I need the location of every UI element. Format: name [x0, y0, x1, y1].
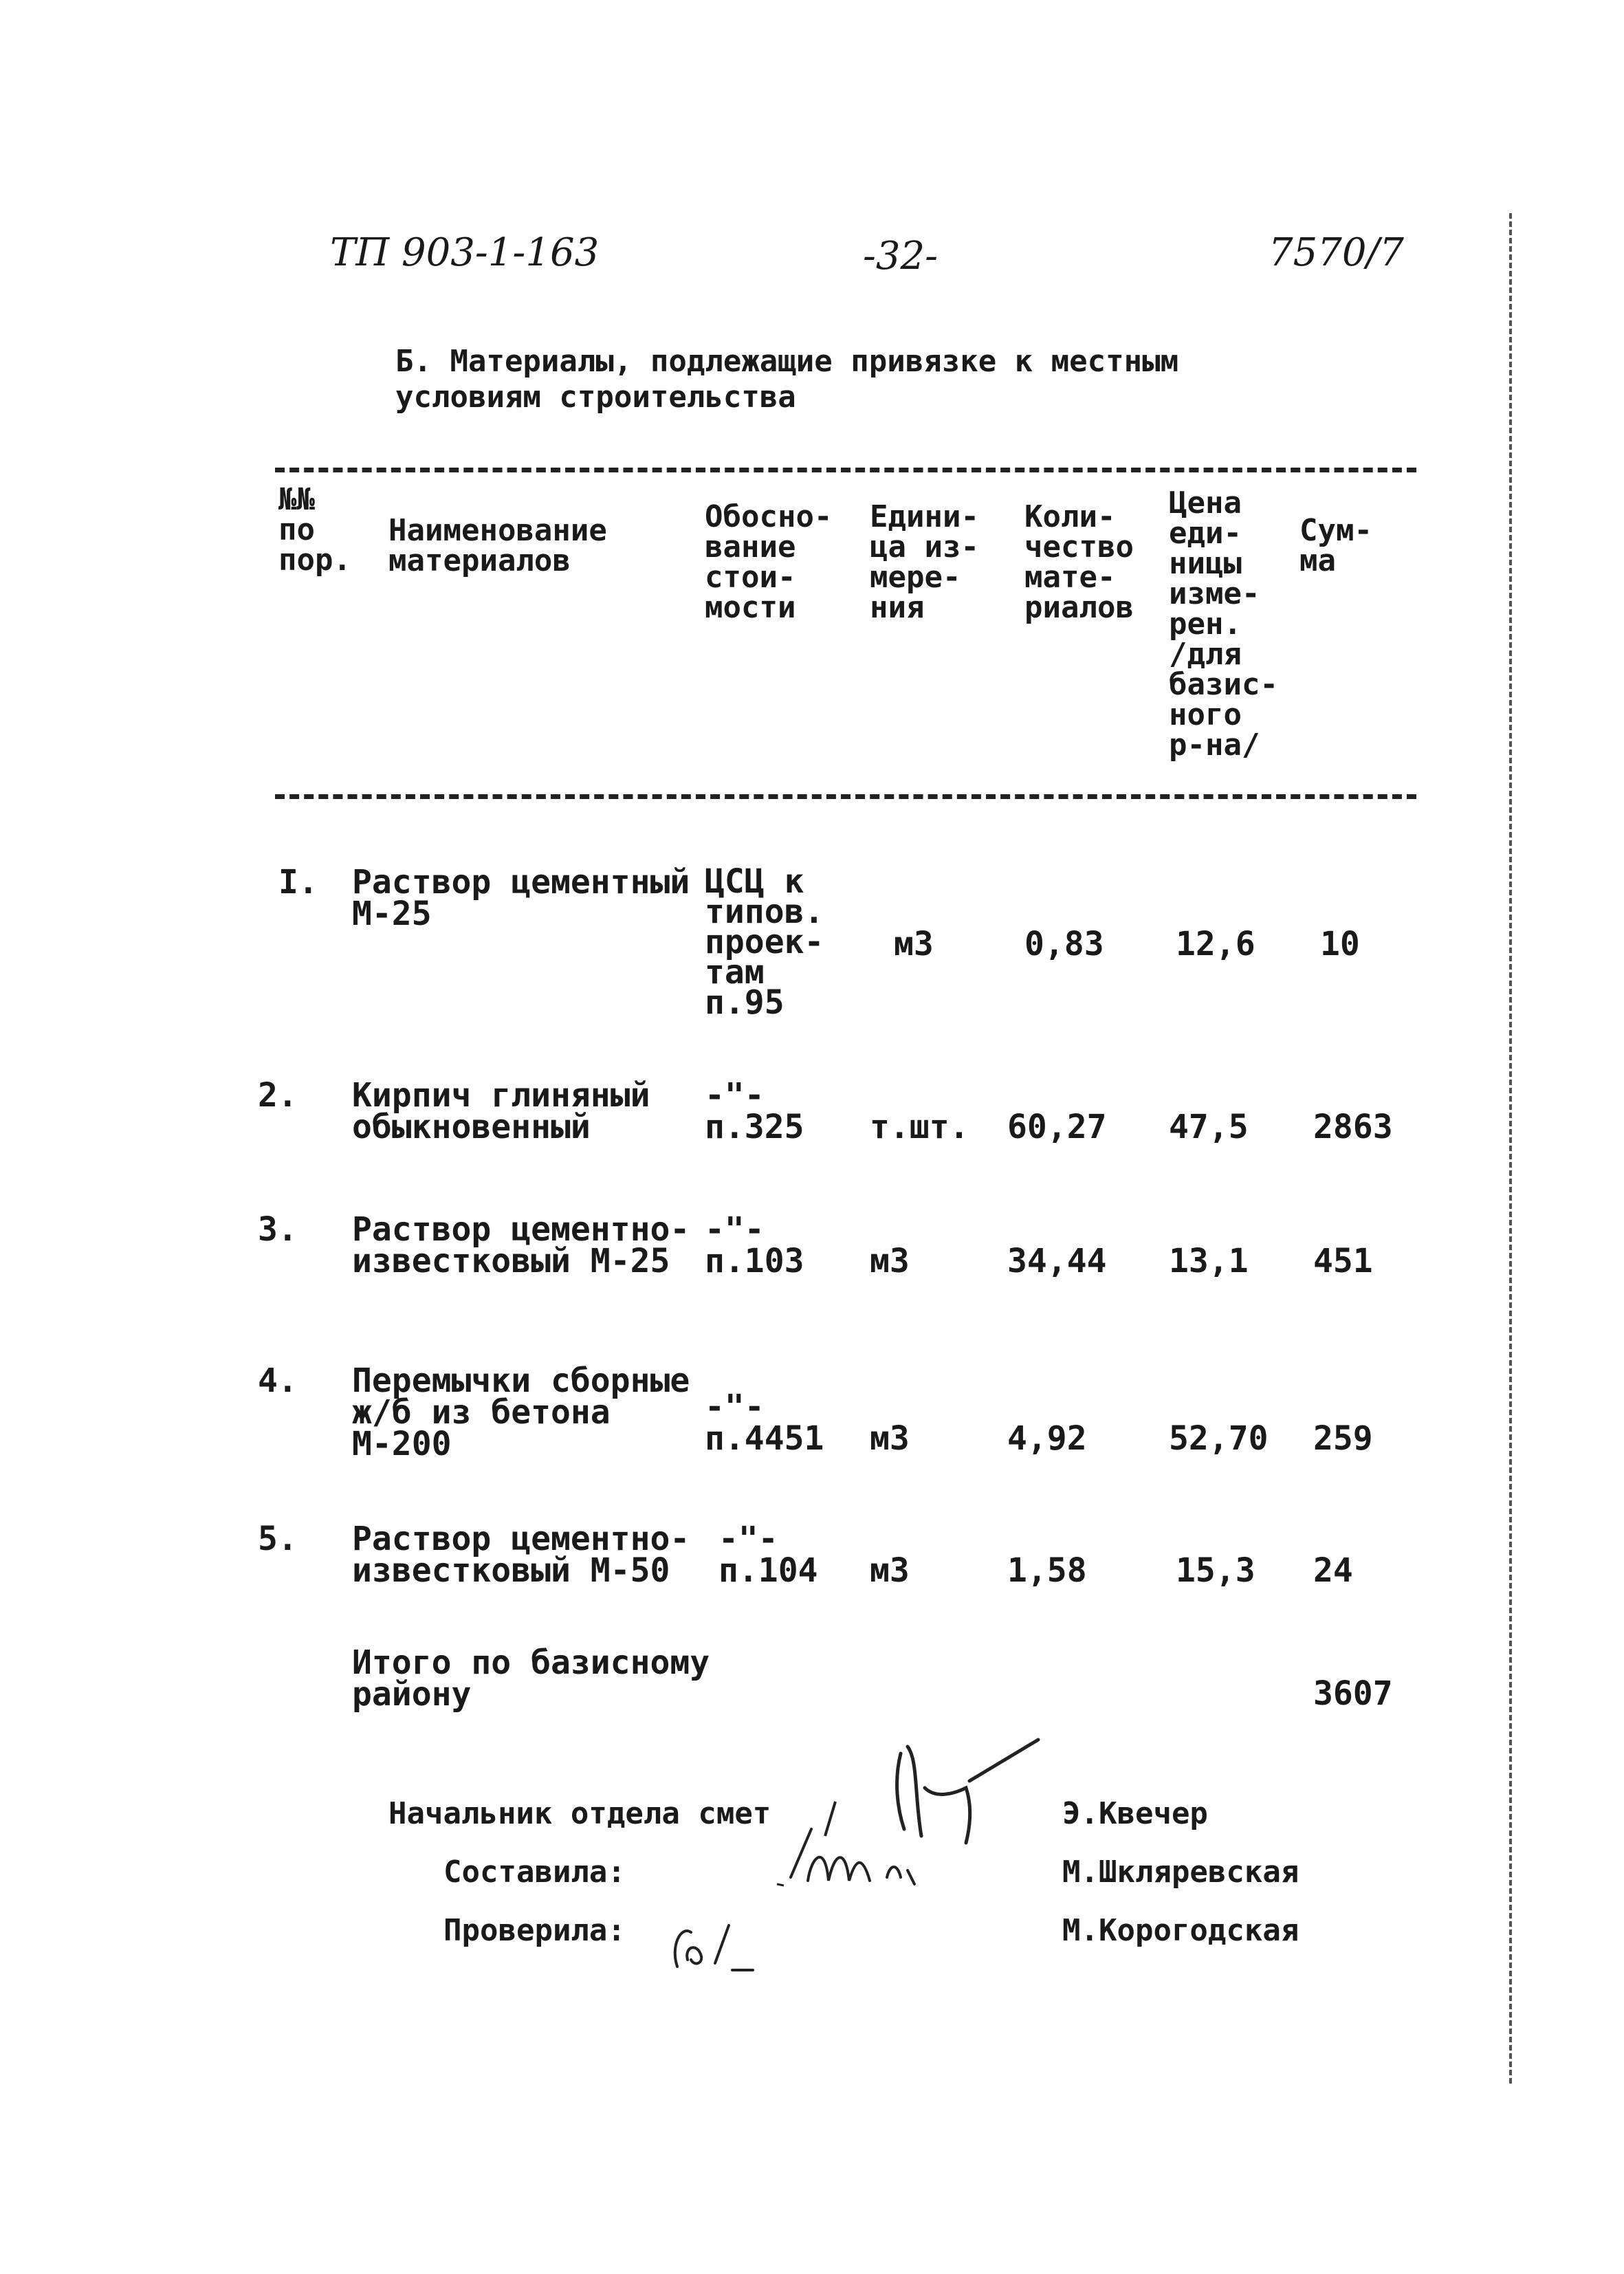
total-label: Итого по базисному району	[352, 1643, 710, 1714]
row-sum: 451	[1313, 1242, 1373, 1280]
row-sum: 24	[1313, 1551, 1353, 1590]
header-col-basis: Обосно- вание стои- мости	[705, 499, 833, 625]
row-name: Кирпич глиняный обыкновенный	[352, 1076, 650, 1146]
row-basis: -"- п.325	[705, 1076, 804, 1146]
row-qty: 34,44	[1007, 1242, 1107, 1280]
signature-name-checked: М.Корогодская	[1062, 1913, 1299, 1948]
signature-name-compiled: М.Шкляревская	[1062, 1855, 1299, 1890]
row-qty: 4,92	[1007, 1419, 1087, 1458]
row-number: 2.	[258, 1076, 298, 1115]
header-col-num: №№ по пор.	[278, 482, 351, 578]
row-price: 13,1	[1169, 1242, 1249, 1280]
signature-mark-checked	[660, 1905, 784, 1980]
row-unit: т.шт.	[870, 1108, 969, 1146]
document-code: ТП 903-1-163	[330, 230, 600, 275]
row-qty: 0,83	[1024, 925, 1104, 963]
row-number: 5.	[258, 1520, 298, 1558]
table-header-rule	[275, 794, 1416, 799]
header-col-qty: Коли- чество мате- риалов	[1024, 499, 1134, 625]
row-name: Раствор цементный М-25	[352, 863, 690, 933]
row-name: Раствор цементно- известковый М-25	[352, 1210, 690, 1280]
row-sum: 10	[1320, 925, 1360, 963]
row-sum: 259	[1313, 1419, 1373, 1458]
signature-role-compiled: Составила:	[443, 1855, 626, 1890]
row-unit: м3	[870, 1242, 910, 1280]
signature-name-head: Э.Квечер	[1062, 1796, 1208, 1831]
signature-role-checked: Проверила:	[443, 1913, 626, 1948]
header-col-unit: Едини- ца из- мере- ния	[870, 499, 979, 625]
header-col-name: Наименование материалов	[388, 513, 607, 578]
header-col-price: Цена еди- ницы изме- рен. /для базис- ного р-на/	[1169, 485, 1278, 763]
row-price: 12,6	[1176, 925, 1255, 963]
header-col-sum: Сум- ма	[1299, 513, 1372, 578]
row-unit: м3	[894, 925, 934, 963]
row-price: 47,5	[1169, 1108, 1249, 1146]
row-basis: -"- п.104	[718, 1520, 818, 1590]
table-row	[0, 862, 1624, 1073]
row-number: 4.	[258, 1362, 298, 1400]
row-qty: 60,27	[1007, 1108, 1107, 1146]
signature-mark-compiled	[770, 1815, 1004, 1905]
row-basis: ЦСЦ к типов. проек- там п.95	[705, 862, 824, 1022]
row-price: 15,3	[1176, 1551, 1255, 1590]
row-name: Раствор цементно- известковый М-50	[352, 1520, 690, 1590]
section-title: Б. Материалы, подлежащие привязке к местным условиям строительства	[395, 344, 1179, 415]
table-top-rule	[275, 468, 1416, 472]
row-number: I.	[278, 863, 318, 901]
total-value: 3607	[1313, 1674, 1393, 1713]
row-sum: 2863	[1313, 1108, 1393, 1146]
row-qty: 1,58	[1007, 1551, 1087, 1590]
signature-role-head: Начальник отдела смет	[388, 1796, 771, 1831]
row-price: 52,70	[1169, 1419, 1269, 1458]
page-number: -32-	[863, 234, 939, 278]
row-basis: -"- п.103	[705, 1210, 804, 1280]
sheet-code: 7570/7	[1269, 230, 1405, 275]
row-unit: м3	[870, 1419, 910, 1458]
row-number: 3.	[258, 1210, 298, 1249]
row-unit: м3	[870, 1551, 910, 1590]
row-name: Перемычки сборные ж/б из бетона М-200	[352, 1362, 690, 1463]
row-basis: -"- п.4451	[705, 1388, 824, 1458]
